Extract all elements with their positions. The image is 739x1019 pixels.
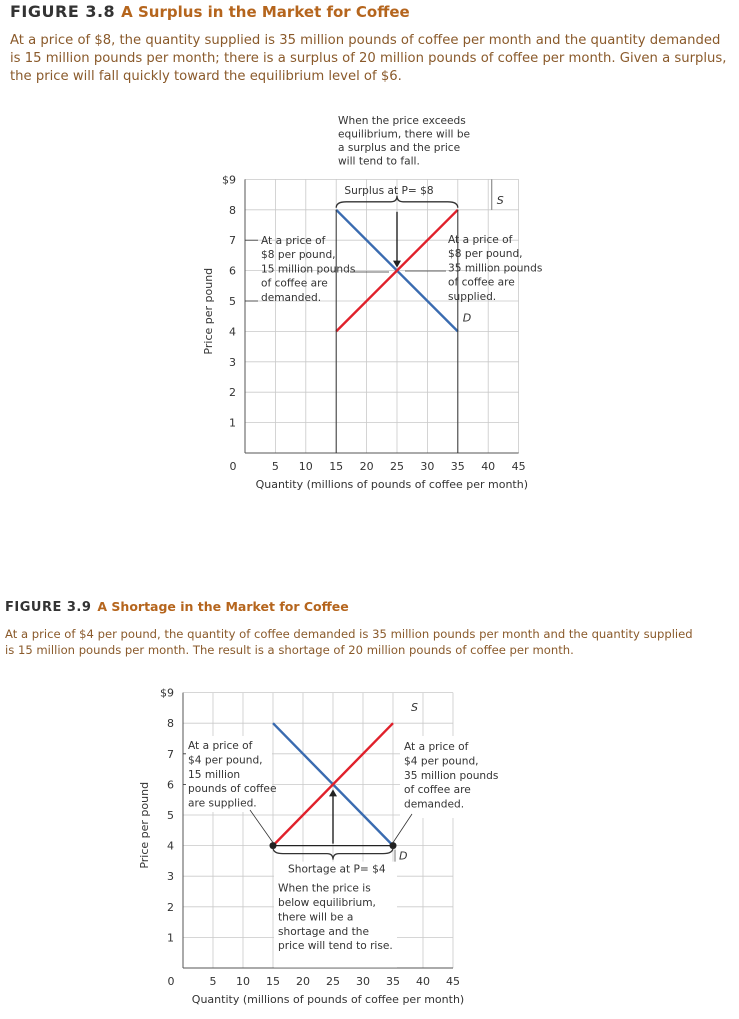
y-tick-label: 6 <box>229 264 236 278</box>
series-label-d: D <box>399 849 408 863</box>
plot-area <box>245 179 519 453</box>
series-label-d: D <box>462 311 472 325</box>
x-tick-label: 40 <box>416 975 430 988</box>
y-tick-label: 4 <box>167 839 174 853</box>
annotation-line: At a price of <box>448 234 513 246</box>
x-tick-label: 15 <box>266 975 280 988</box>
annotation-line: 15 million pounds <box>261 263 356 276</box>
annotation-line: there will be a <box>278 911 354 924</box>
annotation-line: shortage and the <box>278 925 370 938</box>
y-tick-label: 7 <box>167 747 174 761</box>
annotation-line: At a price of <box>404 741 469 753</box>
annotation-line: 35 million pounds <box>404 769 499 782</box>
annotation-line: pounds of coffee <box>188 783 277 796</box>
x-tick-label: 0 <box>229 460 237 473</box>
x-tick-label: 5 <box>271 460 279 473</box>
annotation-line: $8 per pound, <box>261 249 336 262</box>
x-tick-label: 25 <box>390 460 404 473</box>
annotation-line: When the price exceeds <box>338 115 466 127</box>
annotation-line: At a price of <box>261 235 326 247</box>
annotation-line: equilibrium, there will be <box>338 128 471 141</box>
annotation-line: $4 per pound, <box>188 754 263 767</box>
x-tick-label: 10 <box>298 460 313 473</box>
x-tick-label: 30 <box>420 460 435 473</box>
x-tick-label: 35 <box>450 460 465 473</box>
annotation-line: are supplied. <box>188 797 257 810</box>
x-tick-label: 5 <box>209 975 217 988</box>
x-tick-label: 25 <box>326 975 340 988</box>
y-tick-label: $9 <box>160 686 174 700</box>
x-tick-label: 40 <box>481 460 496 473</box>
x-tick-label: 45 <box>511 460 526 473</box>
y-tick-label: 5 <box>167 809 174 822</box>
annotation-line: will tend to fall. <box>338 155 420 168</box>
x-axis-label: Quantity (millions of pounds of coffee per month) <box>255 478 529 491</box>
y-tick-label: 3 <box>167 870 174 884</box>
figure-number: FIGURE 3.8 <box>10 2 116 21</box>
annotation-line: 35 million pounds <box>448 262 543 275</box>
gap-label: Shortage at P= $4 <box>288 863 386 876</box>
y-tick-label: 2 <box>167 900 174 914</box>
y-tick-label: 7 <box>229 234 236 248</box>
figure-caption: At a price of $8, the quantity supplied is 35 million pounds of coffee per month and the quantity demanded is 15 million pounds per month; there is a surplus of 20 million pounds of coffee per month. Given a surplus, the price will fall quickly toward the equilibrium level of $6. <box>10 33 727 85</box>
annotation-line: price will tend to rise. <box>278 940 393 953</box>
figure-title: A Shortage in the Market for Coffee <box>97 599 349 614</box>
x-tick-label: 15 <box>329 460 344 473</box>
x-tick-label: 35 <box>386 975 400 988</box>
y-tick-label: 8 <box>229 203 236 217</box>
figure-caption: At a price of $4 per pound, the quantity of coffee demanded is 35 million pounds per month and the quantity supplied is 15 million pounds per month. The result is a shortage of 20 million pounds of coffee per month. <box>5 627 693 657</box>
x-tick-label: 10 <box>236 975 250 988</box>
annotation-line: supplied. <box>448 290 497 303</box>
series-label-s: S <box>496 193 504 207</box>
figure-title: A Surplus in the Market for Coffee <box>121 3 410 21</box>
y-tick-label: 3 <box>229 355 236 369</box>
figure-number: FIGURE 3.9 <box>5 600 92 615</box>
y-tick-label: 6 <box>167 778 174 792</box>
x-tick-label: 20 <box>296 975 310 988</box>
x-tick-label: 45 <box>446 975 460 988</box>
x-tick-label: 0 <box>167 975 175 988</box>
annotation-line: demanded. <box>404 798 465 811</box>
annotation-line: of coffee are <box>404 784 471 797</box>
y-tick-label: 4 <box>229 325 236 339</box>
y-axis-label: Price per pound <box>202 267 215 355</box>
annotation-line: $8 per pound, <box>448 248 523 261</box>
x-axis-label: Quantity (millions of pounds of coffee per month) <box>191 993 465 1006</box>
annotation-line: At a price of <box>188 740 253 752</box>
y-tick-label: 8 <box>167 717 174 731</box>
annotation-line: $4 per pound, <box>404 755 479 768</box>
annotation-line: a surplus and the price <box>338 142 461 154</box>
series-label-s: S <box>411 701 418 715</box>
annotation-line: demanded. <box>261 291 322 304</box>
y-tick-label: 1 <box>229 416 236 430</box>
y-tick-label: 5 <box>229 295 236 308</box>
y-tick-label: 2 <box>229 386 236 400</box>
x-tick-label: 30 <box>356 975 370 988</box>
annotation-line: of coffee are <box>448 276 515 289</box>
y-tick-label: 1 <box>167 931 174 945</box>
y-axis-label: Price per pound <box>138 781 151 869</box>
annotation-line: of coffee are <box>261 277 328 290</box>
annotation-line: below equilibrium, <box>278 897 376 909</box>
gap-label: Surplus at P= $8 <box>344 184 434 197</box>
annotation-line: 15 million <box>188 768 241 781</box>
x-tick-label: 20 <box>359 460 374 473</box>
y-tick-label: $9 <box>222 173 236 187</box>
annotation-line: When the price is <box>278 882 371 895</box>
